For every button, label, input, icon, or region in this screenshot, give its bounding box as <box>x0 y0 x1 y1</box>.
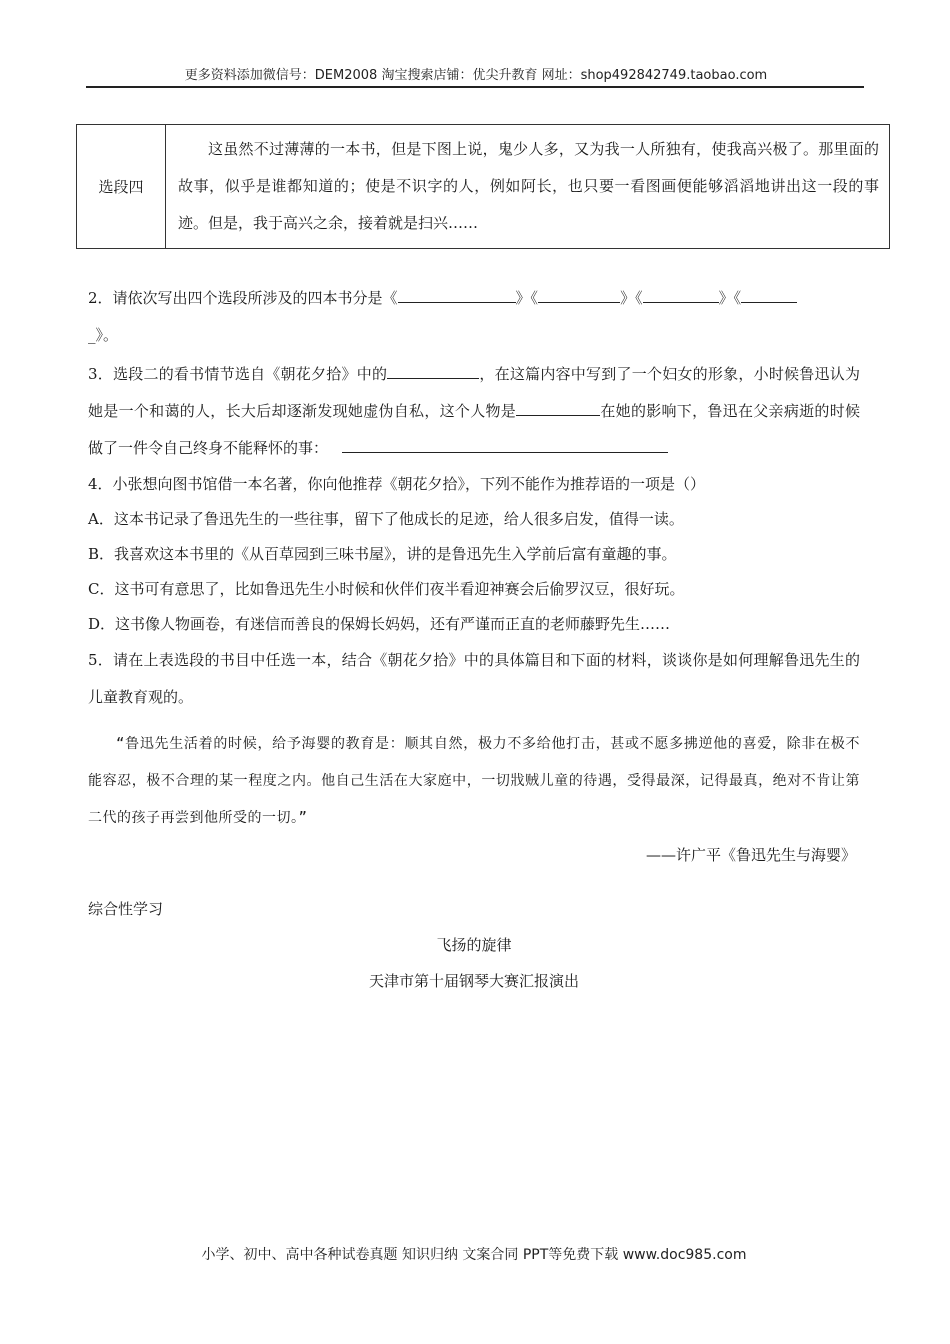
q3-part-3: 在她的影响下，鲁迅在父亲病逝的时候做了一件令自己终身不能释怀的事： <box>88 402 860 457</box>
q4-option-d: D．这书像人物画卷，有迷信而善良的保姆长妈妈，还有严谨而正直的老师藤野先生…… <box>88 615 671 633</box>
page-footer: 小学、初中、高中各种试卷真题 知识归纳 文案合同 PPT等免费下载 www.doc985.com <box>201 1247 747 1263</box>
questions-body <box>88 280 860 873</box>
q5-quote: “鲁迅先生活着的时候，给予海婴的教育是：顺其自然，极力不多给他打击，甚或不愿多拂逆他的喜爱，除非在极不能容忍，极不合理的某一程度之内。他自己生活在大家庭中，一切戕贼儿童的待遇，受得最深，记得最真，绝对不肯让第二代的孩子再尝到他所受的一切。” <box>88 736 860 826</box>
section-title: 飞扬的旋律 <box>436 936 512 954</box>
q3-part-1: 3．选段二的看书情节选自《朝花夕拾》中的 <box>88 365 388 383</box>
page-header: 更多资料添加微信号：DEM2008 淘宝搜索店铺：优尖升教育 网址：shop492842749.taobao.com <box>184 68 768 83</box>
question-3 <box>88 356 860 467</box>
question-5-stem: 5．请在上表选段的书目中任选一本，结合《朝花夕拾》中的具体篇目和下面的材料，谈谈你是如何理解鲁迅先生的儿童教育观的。 <box>88 651 860 706</box>
q4-option-a: A．这本书记录了鲁迅先生的一些往事，留下了他成长的足迹，给人很多启发，值得一读。 <box>88 510 684 528</box>
q3-blank-3[interactable] <box>342 434 668 453</box>
question-2 <box>88 280 860 354</box>
q5-quote-source: ——许广平《鲁迅先生与海婴》 <box>645 846 856 864</box>
q2-blank-1[interactable] <box>398 284 516 303</box>
q4-option-b: B．我喜欢这本书里的《从百草园到三味书屋》，讲的是鲁迅先生入学前后富有童趣的事。 <box>88 545 677 563</box>
q2-sep-2: 》《 <box>620 289 643 307</box>
q3-part-2: ，在这篇内容中写到了一个妇女的形象，小时候鲁迅认为她是一个和蔼的人，长大后却逐渐发现她虚伪自私，这个人物是 <box>88 365 860 420</box>
q2-sep-1: 》《 <box>515 289 539 307</box>
q3-blank-2[interactable] <box>516 397 600 416</box>
q2-blank-4[interactable] <box>741 284 797 303</box>
q2-end: 》。 <box>95 326 119 344</box>
question-4-stem: 4．小张想向图书馆借一本名著，你向他推荐《朝花夕拾》，下列不能作为推荐语的一项是（） <box>88 475 706 493</box>
q3-blank-1[interactable] <box>387 360 479 379</box>
passage-table <box>76 124 890 249</box>
q2-tail-blank: _ <box>88 326 96 344</box>
header-divider <box>86 86 864 88</box>
q2-prefix: 2．请依次写出四个选段所涉及的四本书分是《 <box>88 289 398 307</box>
q2-sep-3: 》《 <box>718 289 742 307</box>
section-label: 综合性学习 <box>88 900 164 918</box>
q2-blank-2[interactable] <box>538 284 620 303</box>
q4-option-c: C．这书可有意思了，比如鲁迅先生小时候和伙伴们夜半看迎神赛会后偷罗汉豆，很好玩。 <box>88 580 685 598</box>
passage-label: 选段四 <box>77 125 166 249</box>
passage-text: 这虽然不过薄薄的一本书，但是下图上说，鬼少人多，又为我一人所独有，使我高兴极了。那里面的故事，似乎是谁都知道的；使是不识字的人，例如阿长，也只要一看图画便能够滔滔地讲出这一段的事迹。但是，我于高兴之余，接着就是扫兴…… <box>178 140 879 232</box>
q2-blank-3[interactable] <box>643 284 719 303</box>
passage-content <box>166 125 890 249</box>
section-subtitle: 天津市第十届钢琴大赛汇报演出 <box>368 972 579 990</box>
